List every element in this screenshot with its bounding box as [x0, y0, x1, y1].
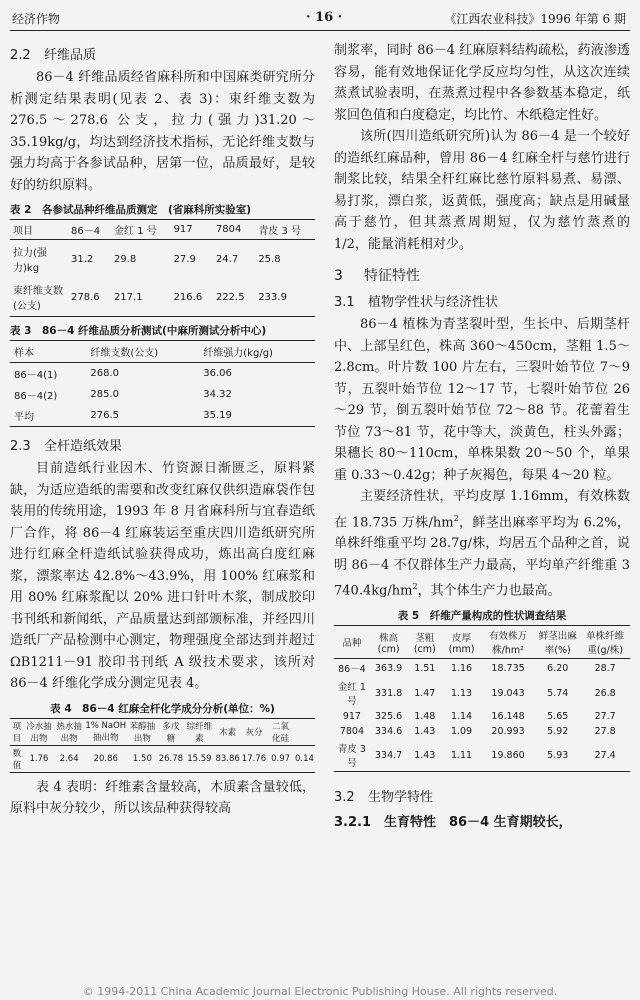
table-header-cell: 鲜茎出麻率(%)	[538, 631, 577, 657]
superscript: 2	[453, 513, 459, 523]
table-header-cell: 86－4	[71, 226, 101, 237]
table-header-cell: 苯醇抽出物	[129, 721, 156, 744]
section-number: 3.2	[334, 790, 355, 806]
table-cell: 27.8	[594, 726, 616, 738]
table-cell: 86－4(1)	[14, 370, 58, 381]
table-cell: 35.19	[203, 410, 232, 421]
section-number: 2.3	[10, 439, 31, 454]
table-header-cell: 灰分	[245, 727, 263, 738]
table-cell: 917	[342, 711, 361, 723]
table-cell: 数值	[12, 748, 22, 771]
table-row	[10, 363, 315, 385]
table-cell: 83.86	[215, 753, 240, 764]
table-header-cell: 有效株万株/hm²	[489, 631, 528, 657]
paragraph-table4-note: 表 4 表明：纤维素含量较高，木质素含量较低，原料中灰分较少，所以该品种获得较高	[10, 779, 315, 816]
text-run: ，鲜茎出麻率平均为 6.2%，单株纤维重平均 28.7g/株，均居五个品种之首，说明 86－4 不仅群体生产力最高，平均单产纤维重 3 740.4kg/hm	[334, 514, 630, 599]
table-row	[334, 709, 630, 724]
table-row	[10, 745, 315, 772]
table-header-cell: 纤维强力(kg/g)	[203, 348, 273, 359]
header-rule	[10, 30, 630, 31]
table-row	[334, 677, 630, 709]
table-row	[10, 405, 315, 427]
paragraph-fiber-quality: 86－4 纤维品质经省麻科所和中国麻类研究所分析测定结果表明(见表 2、表 3)：束纤维支数为 276.5～278.6 公支，拉力(强力)31.20～35.19kg/g，均达到经济技术指标，无论纤维支数与强力均高于各参试品种，居第一位，品质最好，是较好的纺织原料。	[10, 70, 315, 193]
section-title: 植物学性状与经济性状	[368, 295, 499, 310]
right-column	[334, 40, 630, 836]
table-cell: 26.78	[158, 753, 184, 764]
paragraph-pulping-continued: 制浆率，同时 86－4 红麻原料结构疏松，药液渗透容易，能有效地保证化学反应均匀性，从这次连续蒸煮试验表明，在蒸煮过程中各参数基本稳定，纸浆回色值和白度稳定，均比竹、木纸稳定性好。	[334, 43, 630, 123]
table-header-cell: 样本	[14, 348, 34, 359]
table-cell: 5.65	[547, 711, 569, 723]
table-header-cell: 金红 1 号	[113, 226, 157, 237]
table-cell: 0.14	[295, 753, 314, 764]
table-cell: 331.8	[375, 687, 403, 699]
table4-chemical-composition	[10, 718, 315, 773]
table-cell: 青皮 3 号	[337, 744, 366, 770]
table-cell: 25.8	[258, 253, 281, 265]
table-cell: 334.6	[375, 726, 403, 738]
table-header-cell: 茎粗(cm)	[413, 632, 436, 655]
table-cell: 15.59	[187, 753, 212, 764]
running-head-journal-title: 《江西农业科技》1996 年第 6 期	[444, 12, 626, 26]
table-cell: 325.6	[375, 711, 403, 723]
table-header-cell: 1% NaOH抽出物	[85, 720, 127, 743]
table-cell: 268.0	[90, 368, 119, 379]
text-run: ，其个体生产力也最高。	[417, 583, 561, 599]
section-number: 3.1	[334, 295, 355, 310]
table-header-cell: 株高(cm)	[377, 632, 400, 655]
paragraph-economic-traits	[334, 486, 630, 602]
section-title: 生物学特性	[368, 790, 434, 806]
superscript: 2	[412, 582, 418, 592]
table-cell: 27.7	[594, 711, 616, 723]
table-cell: 拉力(强力)kg	[13, 248, 47, 274]
table-cell: 0.97	[271, 753, 291, 764]
section-title: 全杆造纸效果	[44, 439, 123, 454]
table-cell: 17.76	[241, 753, 267, 764]
table-header-cell: 木素	[219, 727, 237, 738]
table-cell: 1.14	[450, 711, 473, 723]
table-cell: 217.1	[113, 291, 143, 303]
table-cell: 1.16	[450, 662, 473, 674]
table-row	[334, 739, 630, 772]
table-header-cell: 多戊糖	[162, 721, 180, 744]
table-cell: 26.8	[594, 687, 616, 699]
table-cell: 7804	[339, 726, 364, 738]
section-number: 3	[334, 268, 343, 284]
table-cell: 222.5	[215, 291, 245, 303]
paragraph-institute-evaluation: 该所(四川造纸研究所)认为 86－4 是一个较好的造纸红麻品种，曾用 86－4 红麻全杆与慈竹进行制浆比较，结果全杆红麻比慈竹原料易煮、易漂、易打浆，漂白浆，返黄低，强度高；缺点是用碱量高于慈竹，但其蒸煮周期短，仅为慈竹蒸煮的 1/2，能量消耗相对少。	[334, 129, 630, 252]
table-cell: 1.76	[29, 753, 49, 764]
table-header-cell: 热水抽出物	[56, 721, 82, 744]
section-heading-papermaking	[10, 435, 315, 454]
table-cell: 1.43	[414, 726, 436, 738]
table-cell: 24.7	[215, 253, 239, 265]
table-cell: 1.50	[132, 753, 152, 764]
table-cell: 19.860	[491, 749, 525, 761]
table-cell: 1.47	[414, 687, 436, 699]
table2-caption: 表 2 各参试品种纤维品质测定 (省麻科所实验室)	[10, 204, 252, 216]
subsection-heading-growth: 3.2.1 生育特性 86－4 生育期较长，	[334, 815, 572, 831]
page-number: · 16 ·	[306, 10, 343, 25]
table-cell: 36.06	[203, 368, 232, 379]
table-cell: 20.993	[491, 726, 525, 738]
table-header-cell: 皮厚(mm)	[448, 632, 475, 655]
table-cell: 278.6	[71, 291, 100, 303]
table-cell: 16.148	[491, 711, 525, 723]
section-heading-biological-traits	[334, 786, 630, 805]
table-cell: 28.7	[594, 662, 616, 674]
section-heading-fiber-quality	[10, 44, 315, 63]
table-header-cell: 青皮 3 号	[258, 226, 302, 237]
table4-caption: 表 4 86－4 红麻全杆化学成分分析(单位：%)	[50, 702, 275, 715]
text-run: 主要经济性状，平均皮厚 1.16mm，有效株数在 18.735 万株/hm	[334, 489, 630, 530]
table-cell: 5.93	[547, 749, 569, 761]
table3-caption: 表 3 86－4 纤维品质分析测试(中麻所测试分析中心)	[10, 325, 267, 337]
table-cell: 金红 1 号	[337, 682, 366, 708]
table-header-cell: 综纤维素	[186, 721, 213, 744]
table-cell: 216.6	[173, 291, 203, 303]
left-column	[10, 40, 315, 820]
table-header-cell: 冷水抽出物	[26, 721, 52, 744]
section-heading-characteristics	[334, 265, 630, 285]
table-cell: 34.32	[203, 389, 232, 400]
table-row	[334, 659, 630, 678]
table-cell: 1.48	[414, 711, 436, 723]
table-cell: 束纤维支数(公支)	[13, 286, 63, 312]
table-cell: 18.735	[491, 662, 525, 674]
table-row	[334, 724, 630, 739]
table-cell: 6.20	[547, 662, 569, 674]
table-row	[10, 384, 315, 405]
table-header-cell: 项目	[13, 226, 33, 237]
section-number: 2.2	[10, 48, 31, 63]
section-heading-botanical-traits	[334, 291, 630, 310]
table-cell: 276.5	[90, 410, 119, 421]
table-cell: 31.2	[71, 253, 94, 265]
table-cell: 2.64	[59, 753, 79, 764]
table-cell: 86－4(2)	[14, 391, 58, 402]
table-cell: 363.9	[375, 662, 403, 674]
table-row	[10, 240, 315, 279]
table5-yield-traits	[334, 625, 630, 772]
table-cell: 233.9	[258, 291, 287, 303]
table-cell: 27.9	[173, 253, 196, 265]
table-row	[10, 278, 315, 317]
section-title: 特征特性	[364, 268, 420, 284]
table-cell: 1.11	[450, 749, 473, 761]
table-cell: 29.8	[113, 253, 137, 265]
table-header-cell: 品种	[342, 638, 362, 650]
paragraph-papermaking: 目前造纸行业因木、竹资源日渐匮乏，原料紧缺，为适应造纸的需要和改变红麻仅供织造麻袋作包装用的传统用途，1993 年 8 月省麻科所与宜春造纸厂合作，将 86－4 红麻装运至重庆四川造纸研究所进行红麻全杆造纸试验获得成功，炼出高白度红麻浆，漂浆率达 42.8%～43.9%，用 100% 红麻浆和用 80% 红麻浆配以 20% 进口针叶木浆，制成胶印书刊纸和新闻纸，产品质量达到部颁标准，并经四川造纸厂产品检测中心测定，物理强度全部达到并超过 ΩB1211－91 胶印书刊纸 A 级技术要求，该所对 86－4 纤维化学成分测定见表 4。	[10, 461, 315, 691]
table-header-cell: 917	[173, 224, 193, 235]
table-header-cell: 二氧化硅	[272, 721, 290, 744]
table-cell: 1.51	[414, 662, 436, 674]
table-cell: 19.043	[491, 687, 525, 699]
table-cell: 1.09	[450, 726, 473, 738]
table-cell: 5.92	[547, 726, 569, 738]
table-header-cell: 单株纤维重(g/株)	[586, 631, 625, 657]
table-cell: 285.0	[90, 389, 119, 400]
table-cell: 5.74	[547, 687, 569, 699]
table-cell: 86－4	[338, 664, 366, 676]
table-cell: 1.43	[414, 749, 436, 761]
table5-caption: 表 5 纤维产量构成的性状调查结果	[397, 610, 567, 623]
table-cell: 平均	[14, 412, 34, 423]
table-header-cell: 7804	[215, 224, 242, 235]
table-header-cell: 项目	[12, 721, 22, 744]
table-header-cell: 纤维支数(公支)	[90, 348, 159, 359]
running-head-journal-section: 经济作物	[12, 12, 61, 26]
table2-fiber-quality	[10, 219, 315, 317]
table3-fiber-analysis	[10, 340, 315, 427]
table-cell: 334.7	[375, 749, 403, 761]
paragraph-botanical-traits: 86－4 植株为青茎裂叶型，生长中、后期茎杆中、上部呈红色，株高 360～450cm，茎粗 1.5～2.8cm。叶片数 100 片左右，三裂叶始节位 7～9 节，五裂叶始节位 12～17 节，七裂叶始节位 26～29 节，倒五裂叶始节位 72～88 节。花蕾着生节位 73～81 节，花中等大，淡黄色，柱头外露；果穗长 80～110cm，单株果数 20～50 个，单果重 0.33～0.42g；种子灰褐色，每果 4～20 粒。	[334, 317, 630, 483]
table-cell: 1.13	[450, 687, 473, 699]
table-cell: 20.86	[93, 753, 118, 764]
section-title: 纤维品质	[44, 48, 97, 63]
copyright-footer: © 1994-2011 China Academic Journal Electronic Publishing House. All rights reserved.	[82, 985, 558, 998]
table-cell: 27.4	[594, 749, 616, 761]
